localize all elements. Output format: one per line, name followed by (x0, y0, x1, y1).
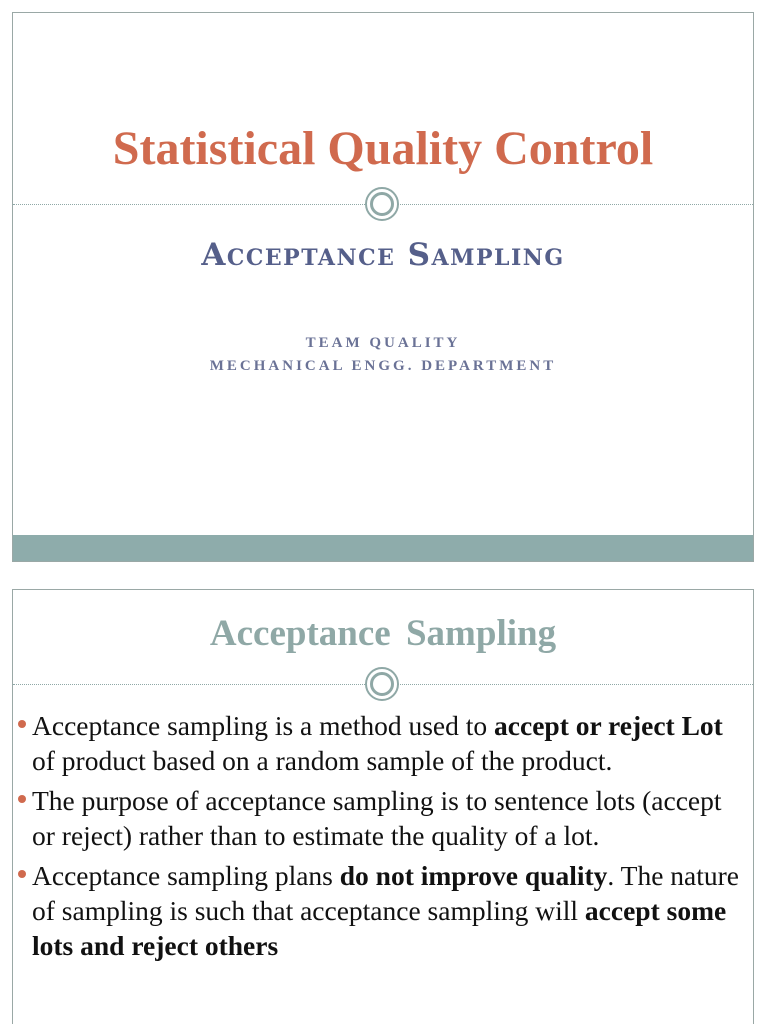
bullet-dot-icon (18, 720, 26, 728)
bullet-emphasis: accept or reject Lot (494, 710, 723, 741)
bullet-text: Acceptance sampling plans (32, 860, 340, 891)
bullet-emphasis: do not improve quality (339, 860, 608, 891)
bullet-text: . The nature of sampling is such that acceptance sampling will (32, 860, 739, 926)
byline-team: TEAM QUALITY (305, 335, 461, 351)
slide-1 (12, 12, 754, 562)
byline-department: MECHANICAL ENGG. DEPARTMENT (209, 358, 557, 374)
ring-ornament-icon (365, 187, 399, 221)
bullet-item (32, 783, 744, 853)
bullet-text: of product based on a random sample of the product. (32, 745, 613, 776)
slide-title: Statistical Quality Control (112, 122, 654, 175)
bullet-dot-icon (18, 795, 26, 803)
bullet-dot-icon (18, 870, 26, 878)
bullet-text: Acceptance sampling is a method used to (32, 710, 495, 741)
slide-2 (12, 589, 754, 1024)
ring-ornament-icon (365, 667, 399, 701)
bullet-item (32, 858, 744, 963)
bullet-emphasis: accept some lots and reject others (32, 895, 727, 961)
bullet-list (32, 708, 744, 968)
slide-title: Acceptance Sampling (209, 613, 557, 654)
slide-subtitle: Acceptance Sampling (201, 237, 565, 273)
bullet-text: The purpose of acceptance sampling is to sentence lots (accept or reject) rather than to estimate the quality of a lot. (32, 785, 722, 851)
footer-bar (13, 535, 753, 561)
bullet-item (32, 708, 744, 778)
